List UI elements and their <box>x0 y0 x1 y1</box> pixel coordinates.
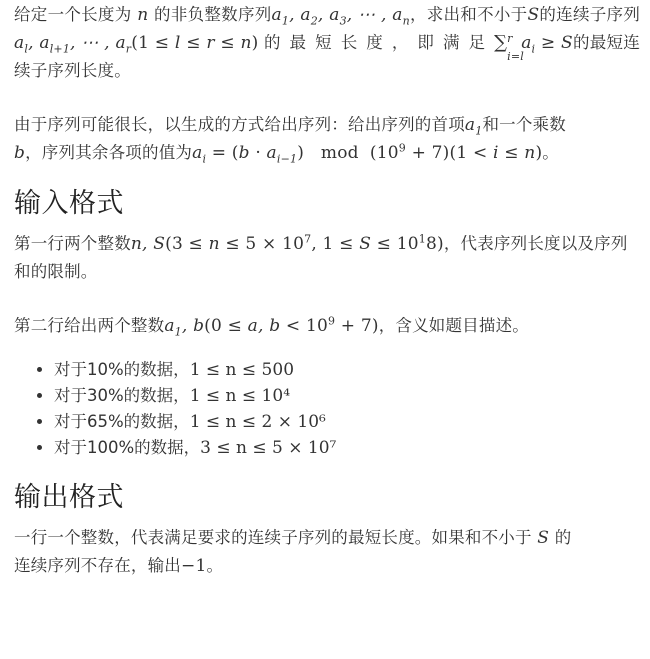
math-sum-body: $a_i \ge S$ <box>521 33 573 56</box>
input-line-1 <box>14 230 640 285</box>
math-n: n <box>131 5 155 25</box>
description-paragraph <box>14 1 640 84</box>
list-item: • 对于10%的数据，1 ≤ n ≤ 500 <box>54 357 640 383</box>
input-text-1: 第一行两个整数 <box>14 234 131 253</box>
input-line-2 <box>14 312 640 340</box>
input-text-4: ，含义如题目描述。 <box>378 316 529 335</box>
math-a1-b: $a_1$, b(0 ≤ a, $b < 10^9 + 7$) <box>164 314 379 339</box>
desc-text-6: 的最短连续子序列长度。 <box>14 33 640 80</box>
output-paragraph <box>14 524 640 580</box>
constraint-math: 1 ≤ n ≤ 2 × 10⁶ <box>189 412 326 432</box>
desc-text-5: 的最短长度，即满足 <box>263 33 495 52</box>
constraints-list <box>14 357 640 461</box>
math-S-out: S <box>531 528 555 548</box>
constraint-math: 3 ≤ n ≤ 5 × 10⁷ <box>200 438 337 458</box>
input-text-2: ，代表序列长度以及序列和的限制。 <box>14 234 628 281</box>
gen-text-1: 由于序列可能很长，以生成的方式给出序列：给出序列的首项 <box>14 115 465 134</box>
math-recurrence: $a_i = (b \cdot a_{i-1})$ mod $(10^9 + 7)(1 < i \le n)$ <box>192 141 543 166</box>
input-format-heading: 输入格式 <box>14 188 124 219</box>
list-item: • 对于100%的数据，3 ≤ n ≤ 5 × 10⁷ <box>54 435 640 461</box>
math-neg-one: −1 <box>181 556 207 576</box>
desc-text-1: 给定一个长度为 <box>14 5 132 24</box>
math-sum: ∑ r i=l <box>494 32 524 63</box>
output-text-1: 一行一个整数，代表满足要求的连续子序列的最短长度。如果和不小于 <box>14 528 532 547</box>
constraint-math: 1 ≤ n ≤ 10⁴ <box>189 386 291 406</box>
math-seq: $a_1$, $a_2$, $a_3$, ⋯ , $a_n$ <box>271 5 410 28</box>
generation-paragraph <box>14 111 640 167</box>
desc-text-2: 的非负整数序列 <box>154 5 272 24</box>
math-S: S <box>527 5 540 25</box>
problem-statement <box>0 1 650 580</box>
output-format-heading: 输出格式 <box>14 482 124 513</box>
output-text-4: 。 <box>206 556 224 575</box>
gen-text-2: 和一个乘数 <box>482 115 566 134</box>
list-item: • 对于65%的数据，1 ≤ n ≤ 2 × 10⁶ <box>54 409 640 435</box>
list-item: • 对于30%的数据，1 ≤ n ≤ 10⁴ <box>54 383 640 409</box>
gen-text-4: 。 <box>542 143 559 162</box>
desc-text-3: ，求出和不小于 <box>409 5 528 24</box>
math-n-S: n, $S(3 \le n \le 5 \times 10^7$, $1 \le S \le 10^18$) <box>130 232 444 254</box>
desc-text-4: 的连续子序列 <box>539 5 641 24</box>
math-subseq: $a_l$, $a_{l+1}$, ⋯ , $a_r(1 \le l \le r \le n)$ <box>14 33 259 56</box>
constraint-math: 1 ≤ n ≤ 500 <box>189 360 295 380</box>
math-a1: $a_1$ <box>464 115 483 138</box>
output-text-2: 的 <box>554 528 572 547</box>
input-text-3: 第二行给出两个整数 <box>14 316 165 335</box>
output-text-3: 连续序列不存在，输出 <box>14 556 181 575</box>
gen-text-3: ，序列其余各项的值为 <box>25 143 193 162</box>
math-b: b <box>14 143 26 163</box>
